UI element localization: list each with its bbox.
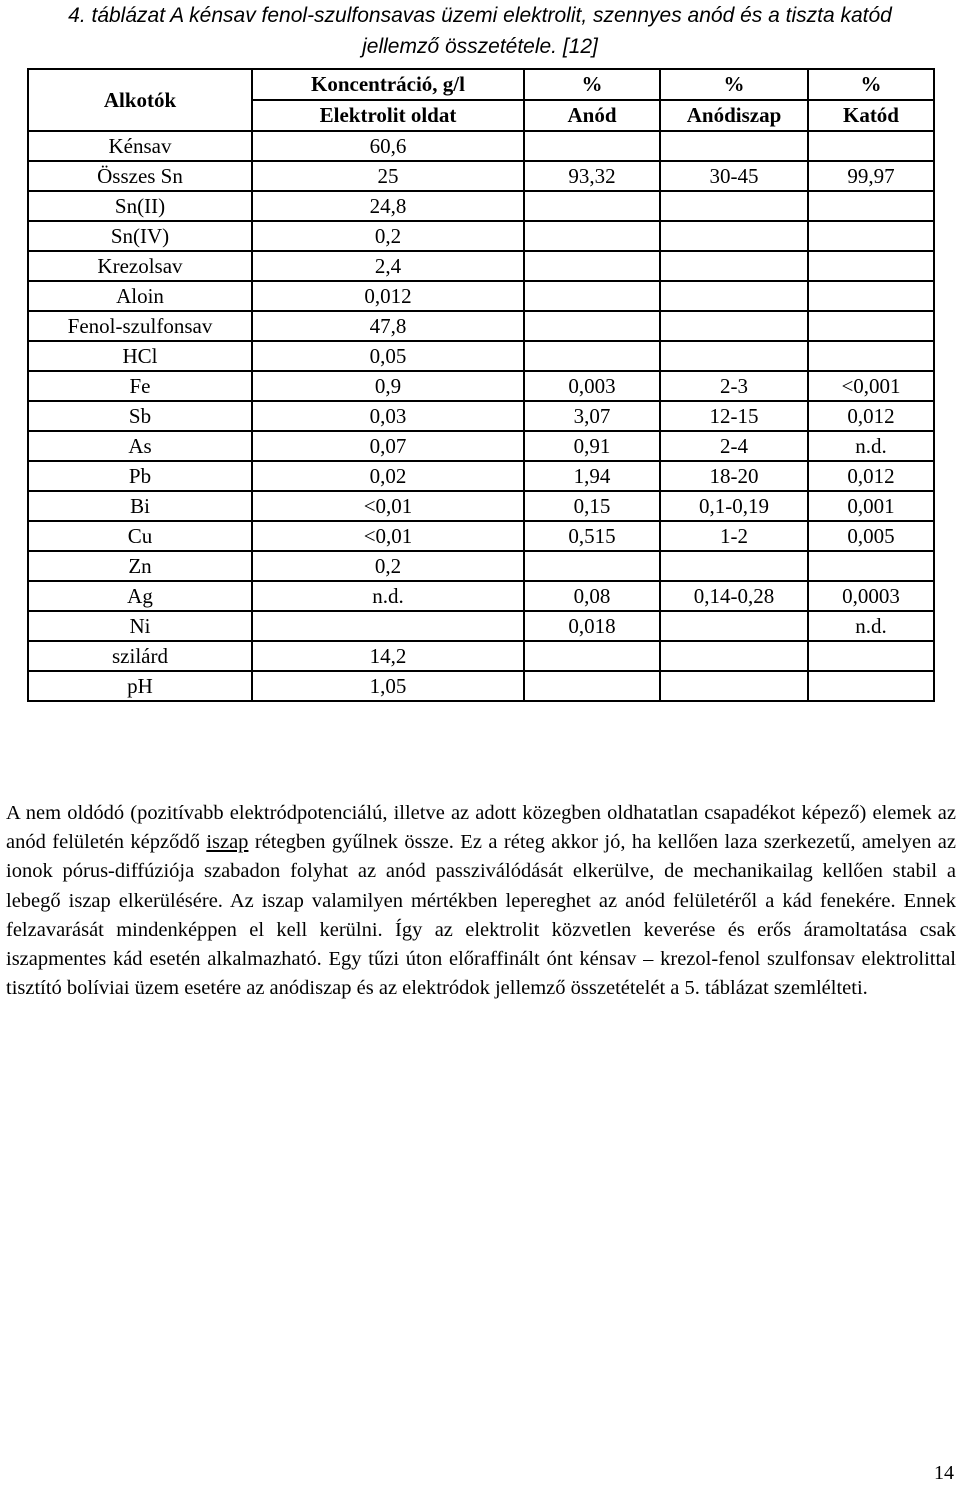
header-anode: Anód <box>524 100 660 131</box>
cell-anode-sludge <box>660 341 808 371</box>
cell-electrolyte: 47,8 <box>252 311 524 341</box>
cell-electrolyte: 0,012 <box>252 281 524 311</box>
cell-anode <box>524 551 660 581</box>
cell-component: Összes Sn <box>28 161 252 191</box>
cell-anode <box>524 131 660 161</box>
cell-anode-sludge <box>660 671 808 701</box>
cell-electrolyte <box>252 611 524 641</box>
cell-electrolyte: n.d. <box>252 581 524 611</box>
cell-anode <box>524 671 660 701</box>
caption-line-2: jellemző összetétele. [12] <box>362 35 598 58</box>
table-row <box>28 551 934 581</box>
table-row <box>28 341 934 371</box>
table-row <box>28 371 934 401</box>
cell-anode <box>524 311 660 341</box>
cell-cathode: <0,001 <box>808 371 934 401</box>
cell-electrolyte: 0,07 <box>252 431 524 461</box>
paragraph-text-1: A nem oldódó (pozitívabb elektródpotenciálú, illetve az adott közegben oldhatatlan csapadékot képező) elemek az anód felületén képződő <box>6 802 956 854</box>
table-row <box>28 311 934 341</box>
cell-anode-sludge <box>660 311 808 341</box>
cell-component: Sn(II) <box>28 191 252 221</box>
cell-anode: 1,94 <box>524 461 660 491</box>
table-body <box>28 131 934 701</box>
underlined-word: iszap <box>206 831 249 854</box>
cell-component: Krezolsav <box>28 251 252 281</box>
cell-electrolyte: 60,6 <box>252 131 524 161</box>
cell-anode: 0,15 <box>524 491 660 521</box>
cell-anode-sludge: 2-4 <box>660 431 808 461</box>
cell-component: Zn <box>28 551 252 581</box>
cell-component: Ni <box>28 611 252 641</box>
cell-component: Pb <box>28 461 252 491</box>
cell-anode <box>524 341 660 371</box>
caption-line-1: 4. táblázat A kénsav fenol-szulfonsavas üzemi elektrolit, szennyes anód és a tiszta katód <box>68 4 892 27</box>
cell-anode-sludge: 0,14-0,28 <box>660 581 808 611</box>
header-concentration: Koncentráció, g/l <box>252 69 524 100</box>
cell-anode <box>524 281 660 311</box>
cell-component: Bi <box>28 491 252 521</box>
cell-cathode <box>808 221 934 251</box>
cell-anode: 0,08 <box>524 581 660 611</box>
cell-electrolyte: 14,2 <box>252 641 524 671</box>
cell-cathode <box>808 641 934 671</box>
cell-electrolyte: <0,01 <box>252 491 524 521</box>
cell-anode-sludge <box>660 221 808 251</box>
cell-component: Ag <box>28 581 252 611</box>
cell-anode-sludge <box>660 641 808 671</box>
cell-anode-sludge <box>660 611 808 641</box>
cell-component: Fenol-szulfonsav <box>28 311 252 341</box>
cell-electrolyte: 2,4 <box>252 251 524 281</box>
table-row <box>28 491 934 521</box>
cell-component: Fe <box>28 371 252 401</box>
header-percent-sludge: % <box>660 69 808 100</box>
cell-cathode: n.d. <box>808 431 934 461</box>
cell-cathode <box>808 551 934 581</box>
table-row <box>28 641 934 671</box>
cell-anode-sludge <box>660 131 808 161</box>
cell-component: HCl <box>28 341 252 371</box>
cell-anode: 0,91 <box>524 431 660 461</box>
cell-cathode <box>808 671 934 701</box>
cell-component: szilárd <box>28 641 252 671</box>
table-row <box>28 431 934 461</box>
table-row <box>28 281 934 311</box>
table-caption <box>0 0 960 62</box>
cell-anode-sludge: 2-3 <box>660 371 808 401</box>
cell-electrolyte: 0,2 <box>252 551 524 581</box>
table-row <box>28 161 934 191</box>
cell-electrolyte: 24,8 <box>252 191 524 221</box>
cell-anode <box>524 251 660 281</box>
page-number: 14 <box>934 1462 954 1484</box>
table-row <box>28 671 934 701</box>
cell-anode-sludge: 30-45 <box>660 161 808 191</box>
cell-component: pH <box>28 671 252 701</box>
cell-anode-sludge: 1-2 <box>660 521 808 551</box>
cell-component: Cu <box>28 521 252 551</box>
header-components: Alkotók <box>28 69 252 131</box>
cell-electrolyte: <0,01 <box>252 521 524 551</box>
cell-electrolyte: 0,2 <box>252 221 524 251</box>
cell-anode-sludge <box>660 191 808 221</box>
table-row <box>28 581 934 611</box>
header-percent-anode: % <box>524 69 660 100</box>
cell-cathode <box>808 131 934 161</box>
cell-cathode: 0,005 <box>808 521 934 551</box>
cell-anode-sludge <box>660 251 808 281</box>
cell-component: Aloin <box>28 281 252 311</box>
cell-cathode: 0,012 <box>808 401 934 431</box>
cell-anode-sludge: 12-15 <box>660 401 808 431</box>
cell-anode: 0,515 <box>524 521 660 551</box>
cell-electrolyte: 0,9 <box>252 371 524 401</box>
cell-cathode: n.d. <box>808 611 934 641</box>
cell-cathode <box>808 341 934 371</box>
table-row <box>28 131 934 161</box>
cell-cathode: 0,001 <box>808 491 934 521</box>
cell-component: Kénsav <box>28 131 252 161</box>
cell-anode-sludge <box>660 281 808 311</box>
table-row <box>28 251 934 281</box>
cell-cathode <box>808 281 934 311</box>
cell-anode <box>524 641 660 671</box>
cell-component: As <box>28 431 252 461</box>
header-electrolyte: Elektrolit oldat <box>252 100 524 131</box>
cell-component: Sb <box>28 401 252 431</box>
cell-electrolyte: 0,05 <box>252 341 524 371</box>
cell-cathode <box>808 311 934 341</box>
cell-electrolyte: 1,05 <box>252 671 524 701</box>
cell-electrolyte: 0,03 <box>252 401 524 431</box>
table-row <box>28 221 934 251</box>
cell-anode: 3,07 <box>524 401 660 431</box>
cell-anode: 0,018 <box>524 611 660 641</box>
cell-cathode <box>808 191 934 221</box>
cell-electrolyte: 0,02 <box>252 461 524 491</box>
cell-cathode: 99,97 <box>808 161 934 191</box>
cell-component: Sn(IV) <box>28 221 252 251</box>
composition-table <box>27 68 935 702</box>
header-cathode: Katód <box>808 100 934 131</box>
cell-cathode: 0,0003 <box>808 581 934 611</box>
cell-cathode: 0,012 <box>808 461 934 491</box>
cell-anode-sludge <box>660 551 808 581</box>
body-paragraph <box>6 799 956 1003</box>
cell-anode <box>524 221 660 251</box>
cell-anode: 0,003 <box>524 371 660 401</box>
paragraph-text-2: rétegben gyűlnek össze. Ez a réteg akkor jó, ha kellően laza szerkezetű, amelyen az ionok pórus-diffúziója szabadon folyhat az anód passziválódását elkerülve, de mechanikailag kellően stabil a lebegő iszap elkerülésére. Az iszap valamilyen mértékben lepereghet az anód felületéről a kád fenekére. Ennek felzavarását mindenképpen el kell kerülni. Így az elektrolit közvetlen keverése és erős áramoltatása csak iszapmentes kád esetén alkalmazható. Egy tűzi úton előraffinált ónt kénsav – krezol-fenol szulfonsav elektrolittal tisztító bolíviai üzem esetére az anódiszap és az elektródok jellemző összetételét a 5. táblázat szemlélteti. <box>6 831 956 1000</box>
table-row <box>28 521 934 551</box>
table-row <box>28 401 934 431</box>
header-percent-cathode: % <box>808 69 934 100</box>
header-row-top <box>28 69 934 100</box>
cell-anode-sludge: 0,1-0,19 <box>660 491 808 521</box>
table-row <box>28 461 934 491</box>
header-anode-sludge: Anódiszap <box>660 100 808 131</box>
cell-anode-sludge: 18-20 <box>660 461 808 491</box>
cell-cathode <box>808 251 934 281</box>
table-row <box>28 191 934 221</box>
table-row <box>28 611 934 641</box>
cell-anode: 93,32 <box>524 161 660 191</box>
cell-anode <box>524 191 660 221</box>
cell-electrolyte: 25 <box>252 161 524 191</box>
